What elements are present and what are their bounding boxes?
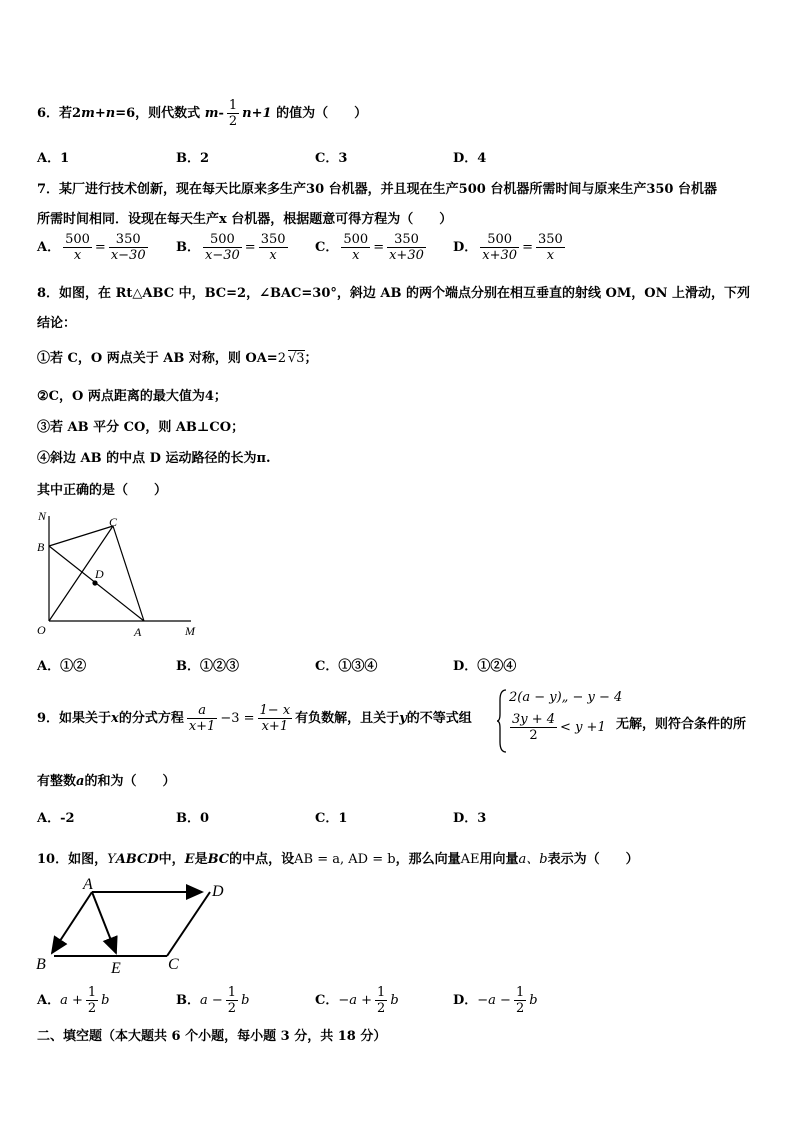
q7-option-b[interactable]: B． $\frac{500}{x-30}$ = $\frac{350}{x}$ xyxy=(176,232,286,263)
q9-option-b[interactable]: B．0 xyxy=(176,811,210,826)
q8-line2: 结论： xyxy=(37,316,77,331)
fig8-label-c: C xyxy=(109,515,118,529)
q9-line2: 有整数a的和为（ ） xyxy=(37,774,176,789)
q10-option-d[interactable]: D．−a − $\frac{1}{2}$ b xyxy=(453,985,538,1016)
fig8-label-m: M xyxy=(185,624,195,638)
q9-option-a[interactable]: A．-2 xyxy=(37,811,75,826)
q8-statement-2: ②C，O 两点距离的最大值为4； xyxy=(37,389,227,404)
q8-statement-3: ③若 AB 平分 CO，则 AB⊥CO； xyxy=(37,420,245,435)
q8-option-c[interactable]: C．①③④ xyxy=(315,659,378,674)
fig8-label-b: B xyxy=(37,540,45,554)
fig8-label-a: A xyxy=(134,625,142,639)
q6-option-a[interactable]: A．1 xyxy=(37,151,70,166)
q9-option-c[interactable]: C．1 xyxy=(315,811,348,826)
q7-option-a[interactable]: A． $\frac{500}{x}$ = $\frac{350}{x-30}$ xyxy=(37,232,146,263)
q7-option-d[interactable]: D． $\frac{500}{x+30}$ = $\frac{350}{x}$ xyxy=(453,232,563,263)
q8-option-d[interactable]: D．①②④ xyxy=(453,659,517,674)
q9-stem-end: 无解，则符合条件的所 xyxy=(616,717,747,732)
q8-line1: 8．如图，在 Rt△ABC 中，BC=2，∠BAC=30°，斜边 AB 的两个端点分别在相互垂直的射线 OM，ON 上滑动，下列 xyxy=(37,286,750,301)
q8-statement-1: ①若 C，O 两点关于 AB 对称，则 OA=2 √3； xyxy=(37,351,318,366)
q9-option-d[interactable]: D．3 xyxy=(453,811,487,826)
fig10-label-d: D xyxy=(212,883,224,900)
q10-option-a[interactable]: A．a + $\frac{1}{2}$ b xyxy=(37,985,110,1016)
q10-figure xyxy=(34,872,244,977)
q7-line1: 7．某厂进行技术创新，现在每天比原来多生产30 台机器，并且现在生产500 台机器所需时间与原来生产350 台机器 xyxy=(37,182,717,197)
q6-stem: 6．若2m+n=6，则代数式 m- $\frac{1}{2}$ n+1 的值为（ ） xyxy=(37,98,368,129)
q10-option-c[interactable]: C．−a + $\frac{1}{2}$ b xyxy=(315,985,399,1016)
q9-system-line2: $\frac{3y + 4}{2}$ < y +1 xyxy=(512,712,606,743)
fig10-label-a: A xyxy=(83,876,93,893)
q10-option-b[interactable]: B．a − $\frac{1}{2}$ b xyxy=(176,985,250,1016)
q6-option-b[interactable]: B．2 xyxy=(176,151,210,166)
q8-option-a[interactable]: A．①② xyxy=(37,659,87,674)
fig10-label-e: E xyxy=(111,960,121,977)
q9-stem: 9．如果关于x的分式方程 $\frac{a}{x+1}$ −3 = $\frac{1- x}{x+1}$ 有负数解，且关于y的不等式组 xyxy=(37,703,472,734)
q7-line2: 所需时间相同．设现在每天生产x 台机器，根据题意可得方程为（ ） xyxy=(37,212,453,227)
fig10-label-c: C xyxy=(168,956,179,973)
q8-option-b[interactable]: B．①②③ xyxy=(176,659,239,674)
q6-option-d[interactable]: D．4 xyxy=(453,151,487,166)
fig10-label-b: B xyxy=(36,956,46,973)
fig8-label-n: N xyxy=(38,509,47,523)
q10-stem: 10．如图，YABCD中，E是BC的中点，设AB = a, AD = b，那么向量AE用向量a、b表示为（ ） xyxy=(37,852,639,867)
q9-system-line1: 2(a − y)„ − y − 4 xyxy=(509,690,623,705)
q7-option-c[interactable]: C． $\frac{500}{x}$ = $\frac{350}{x+30}$ xyxy=(315,232,424,263)
q8-statement-4: ④斜边 AB 的中点 D 运动路径的长为π. xyxy=(37,451,271,466)
q8-figure xyxy=(33,508,208,643)
q6-option-c[interactable]: C．3 xyxy=(315,151,348,166)
fig8-label-d: D xyxy=(95,567,104,581)
section-2-heading: 二、填空题（本大题共 6 个小题，每小题 3 分，共 18 分） xyxy=(37,1029,387,1044)
q8-ask: 其中正确的是（ ） xyxy=(37,483,168,498)
fig8-label-o: O xyxy=(37,623,46,637)
